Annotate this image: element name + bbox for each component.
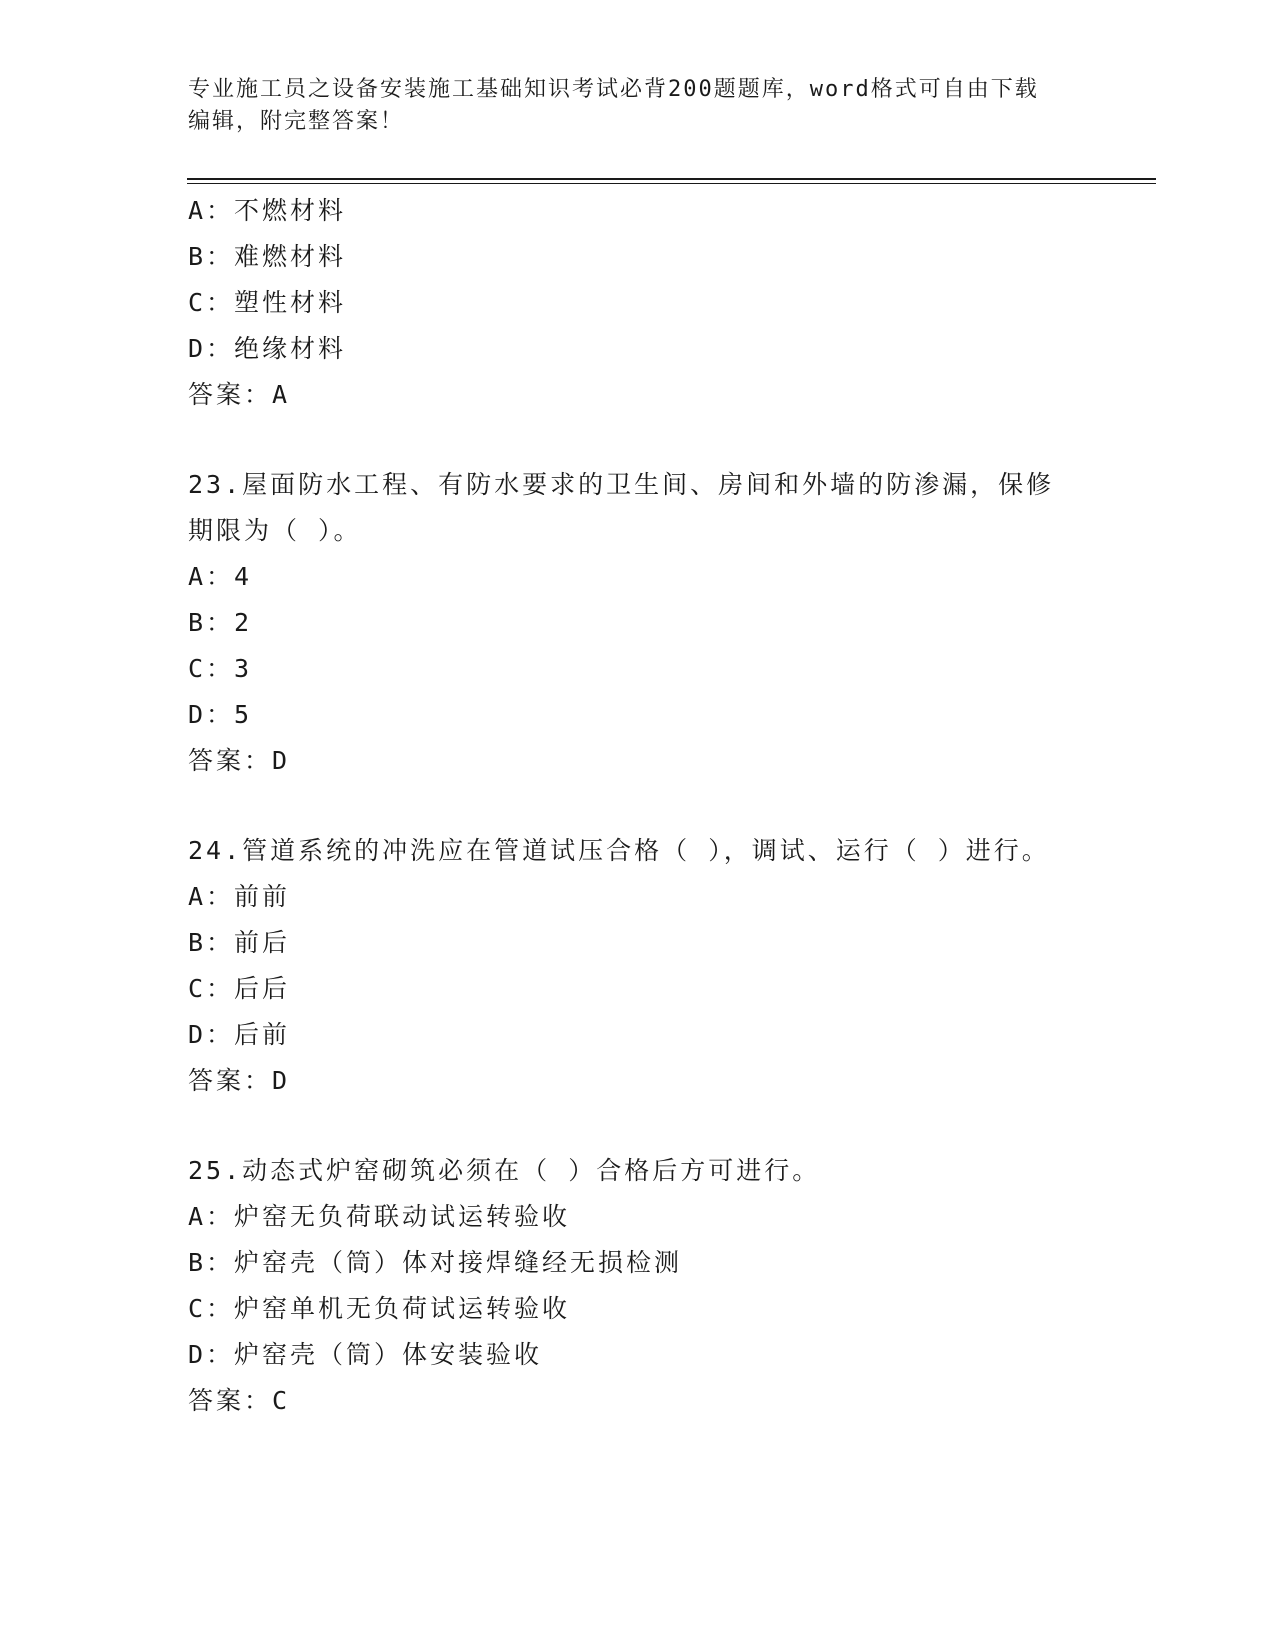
header-divider-thin [187,183,1156,184]
option-a: A：前前 [188,882,291,911]
option-d: D：后前 [188,1020,291,1049]
option-c: C：塑性材料 [188,288,347,317]
option-b: B：难燃材料 [188,242,347,271]
question-24-block [188,828,1088,1104]
question-text-line-1: 23.屋面防水工程、有防水要求的卫生间、房间和外墙的防渗漏，保修 [188,470,1055,499]
option-a: A：炉窑无负荷联动试运转验收 [188,1202,571,1231]
header-line-2: 编辑，附完整答案！ [188,109,405,134]
option-d: D：绝缘材料 [188,334,347,363]
option-c: C：3 [188,654,253,683]
question-text-line-1: 25.动态式炉窑砌筑必须在（ ）合格后方可进行。 [188,1156,821,1185]
option-d: D：炉窑壳（筒）体安装验收 [188,1340,543,1369]
header-line-1: 专业施工员之设备安装施工基础知识考试必背200题题库，word格式可自由下载 [188,77,1039,102]
option-c: C：炉窑单机无负荷试运转验收 [188,1294,571,1323]
option-b: B：炉窑壳（筒）体对接焊缝经无损检测 [188,1248,683,1277]
question-text-line-1: 24.管道系统的冲洗应在管道试压合格（ ），调试、运行（ ）进行。 [188,836,1050,865]
option-a: A：不燃材料 [188,196,347,225]
question-text-line-2: 期限为（ ）。 [188,516,362,545]
option-d: D：5 [188,700,253,729]
option-a: A：4 [188,562,253,591]
option-b: B：前后 [188,928,291,957]
question-25-block [188,1148,1088,1424]
option-b: B：2 [188,608,253,637]
answer-line: 答案：D [188,1066,291,1095]
question-list [188,188,1088,1424]
header-divider-thick [187,178,1156,180]
question-23-block [188,462,1088,784]
question-22-block [188,188,1088,418]
option-c: C：后后 [188,974,291,1003]
answer-line: 答案：D [188,746,291,775]
answer-line: 答案：A [188,380,291,409]
answer-line: 答案：C [188,1386,291,1415]
document-header [188,74,1088,138]
